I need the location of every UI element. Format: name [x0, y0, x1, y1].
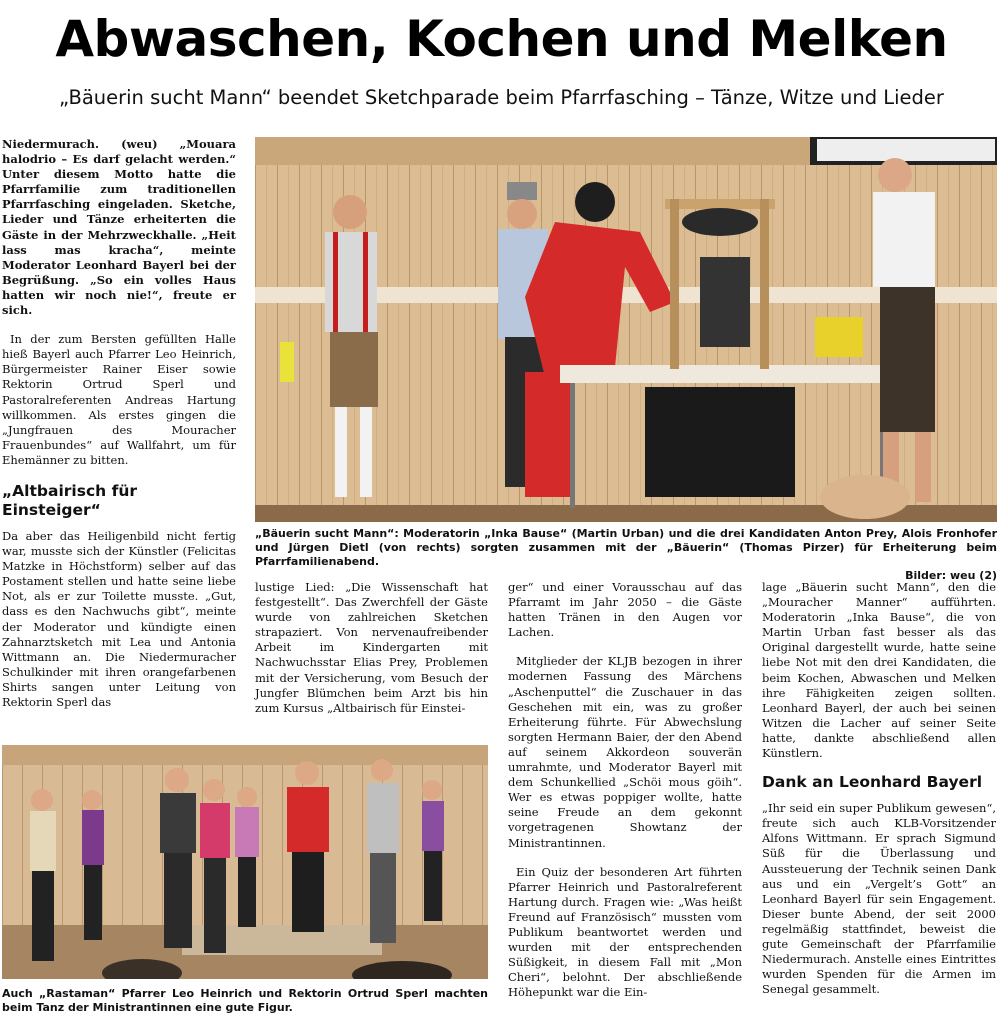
photo-baeuerin-sucht-mann — [255, 137, 997, 522]
article-column-4 — [762, 580, 996, 997]
caption-text: Auch „Rastaman“ Pfarrer Leo Heinrich und Rektorin Ortrud Sperl machten beim Tanz der Ministrantinnen eine gute Figur. — [2, 987, 488, 1014]
paragraph: ger“ und einer Vorausschau auf das Pfarramt im Jahr 2050 – die Gäste hatten Tränen in den Augen vor Lachen. — [508, 580, 742, 640]
section-heading: „Altbairisch für Einsteiger“ — [2, 481, 137, 519]
stage-photo-illustration — [255, 137, 997, 522]
lead-paragraph: Niedermurach. (weu) „Mouara halodrio – Es darf gelacht werden.“ Unter diesem Motto hatte die Pfarrfamilie zum traditionellen Pfarrfasching eingeladen. Sketche, Lieder und Tänze erheiterten die Gäste in der Mehrzweckhalle. „Heit lass mas kracha“, meinte Moderator Leonhard Bayerl bei der Begrüßung. „So ein volles Haus hatten wir noch nie!“, freute er sich. — [2, 137, 236, 318]
article-column-1 — [2, 137, 236, 710]
photo-caption-bottom — [2, 987, 488, 1015]
photo-ministrantinnen-dance — [2, 745, 488, 979]
paragraph: Da aber das Heiligenbild nicht fertig war, musste sich der Künstler (Felicitas Matzke in Höchstform) selber auf das Postament stellen und hatte seine liebe Not, als er zur Toilette musste. „Gut, dass es den Nachwuchs gibt“, meinte der Moderator und kündigte einen Zahnarztsketch mit Lea und Antonia Wittmann an. Die Niedermuracher Schulkinder mit ihren orangefarbenen Shirts sangen unter Leitung von Rektorin Sperl das — [2, 528, 236, 709]
section-heading: Dank an Leonhard Bayerl — [762, 773, 983, 792]
paragraph: „Ihr seid ein super Publikum gewesen“, freute sich auch KLB-Vorsitzender Alfons Wittmann. Er sprach Sigmund Süß für die Überlassung und Aussteuerung der Technik seinen Dank aus und ein „Vergelt’s Gott“ an Leonhard Bayerl für sein Engagement. Dieser bunte Abend, der seit 2000 regelmäßig stattfindet, beweist die gute Gemeinschaft der Pfarrfamilie Niedermurach. Anstelle eines Eintrittes wurden Spenden für die Armen im Senegal gesammelt. — [762, 801, 996, 997]
article-column-2 — [255, 580, 488, 716]
subheadline: „Bäuerin sucht Mann“ beendet Sketchparade beim Pfarrfasching – Tänze, Witze und Lieder — [59, 86, 944, 109]
article-column-3 — [508, 580, 742, 1000]
photo-caption-top — [255, 527, 997, 583]
paragraph: Ein Quiz der besonderen Art führten Pfarrer Heinrich und Pastoralreferent Hartung durch. Fragen wie: „Was heißt Freund auf Französisch“ mussten vom Publikum beantwortet werden und wurden mit der entsprechenden Süßigkeit, in diesem Fall mit „Mon Cheri“, belohnt. Der abschließende Höhepunkt war die Ein- — [508, 864, 742, 1000]
dance-photo-illustration — [2, 745, 488, 979]
paragraph: lustige Lied: „Die Wissenschaft hat festgestellt“. Das Zwerchfell der Gäste wurde von zahlreichen Sketchen strapaziert. Von nervenaufreibender Arbeit im Kindergarten mit Nachwuchsstar Elias Prey, Problemen mit der Versicherung, vom Besuch der Jungfer Blümchen beim Arzt bis hin zum Kursus „Altbairisch für Einstei- — [255, 580, 488, 715]
paragraph: In der zum Bersten gefüllten Halle hieß Bayerl auch Pfarrer Leo Heinrich, Bürgermeister Rainer Eiser sowie Rektorin Ortrud Sperl und Pastoralreferenten Andreas Hartung willkommen. Als erstes gingen die „Jungfrauen des Mouracher Frauenbundes“ auf Wallfahrt, um für Ehemänner zu bitten. — [2, 332, 236, 467]
headline: Abwaschen, Kochen und Melken — [55, 10, 948, 68]
paragraph: Mitglieder der KLJB bezogen in ihrer modernen Fassung des Märchens „Aschenputtel“ die Zuschauer in das Geschehen mit ein, was zu großer Erheiterung führte. Für Abwechslung sorgten Hermann Baier, der den Abend auf seinem Akkordeon souverän umrahmte, und Moderator Bayerl mit dem Schunkellied „Schöi mous göih“. Wer es etwas poppiger wollte, hatte seine Freude an dem gekonnt vorgetragenen Showtanz der Ministrantinnen. — [508, 654, 742, 850]
paragraph: lage „Bäuerin sucht Mann“, den die „Mouracher Manner“ aufführten. Moderatorin „Inka Bause“, die von Martin Urban fast besser als das Original dargestellt wurde, hatte seine liebe Not mit den drei Kandidaten, die beim Kochen, Abwaschen und Melken ihre Fähigkeiten zeigen sollten. Leonhard Bayerl, der auch bei seinen Witzen die Lacher auf seiner Seite hatte, dankte abschließend allen Künstlern. — [762, 580, 996, 761]
caption-text: „Bäuerin sucht Mann“: Moderatorin „Inka Bause“ (Martin Urban) und die drei Kandidaten Anton Prey, Alois Fronhofer und Jürgen Dietl (von rechts) sorgten zusammen mit der „Bäuerin“ (Thomas Pirzer) für Erheiterung beim Pfarrfamilienabend. — [255, 527, 997, 568]
photo-credit: Bilder: weu (2) — [905, 569, 997, 582]
